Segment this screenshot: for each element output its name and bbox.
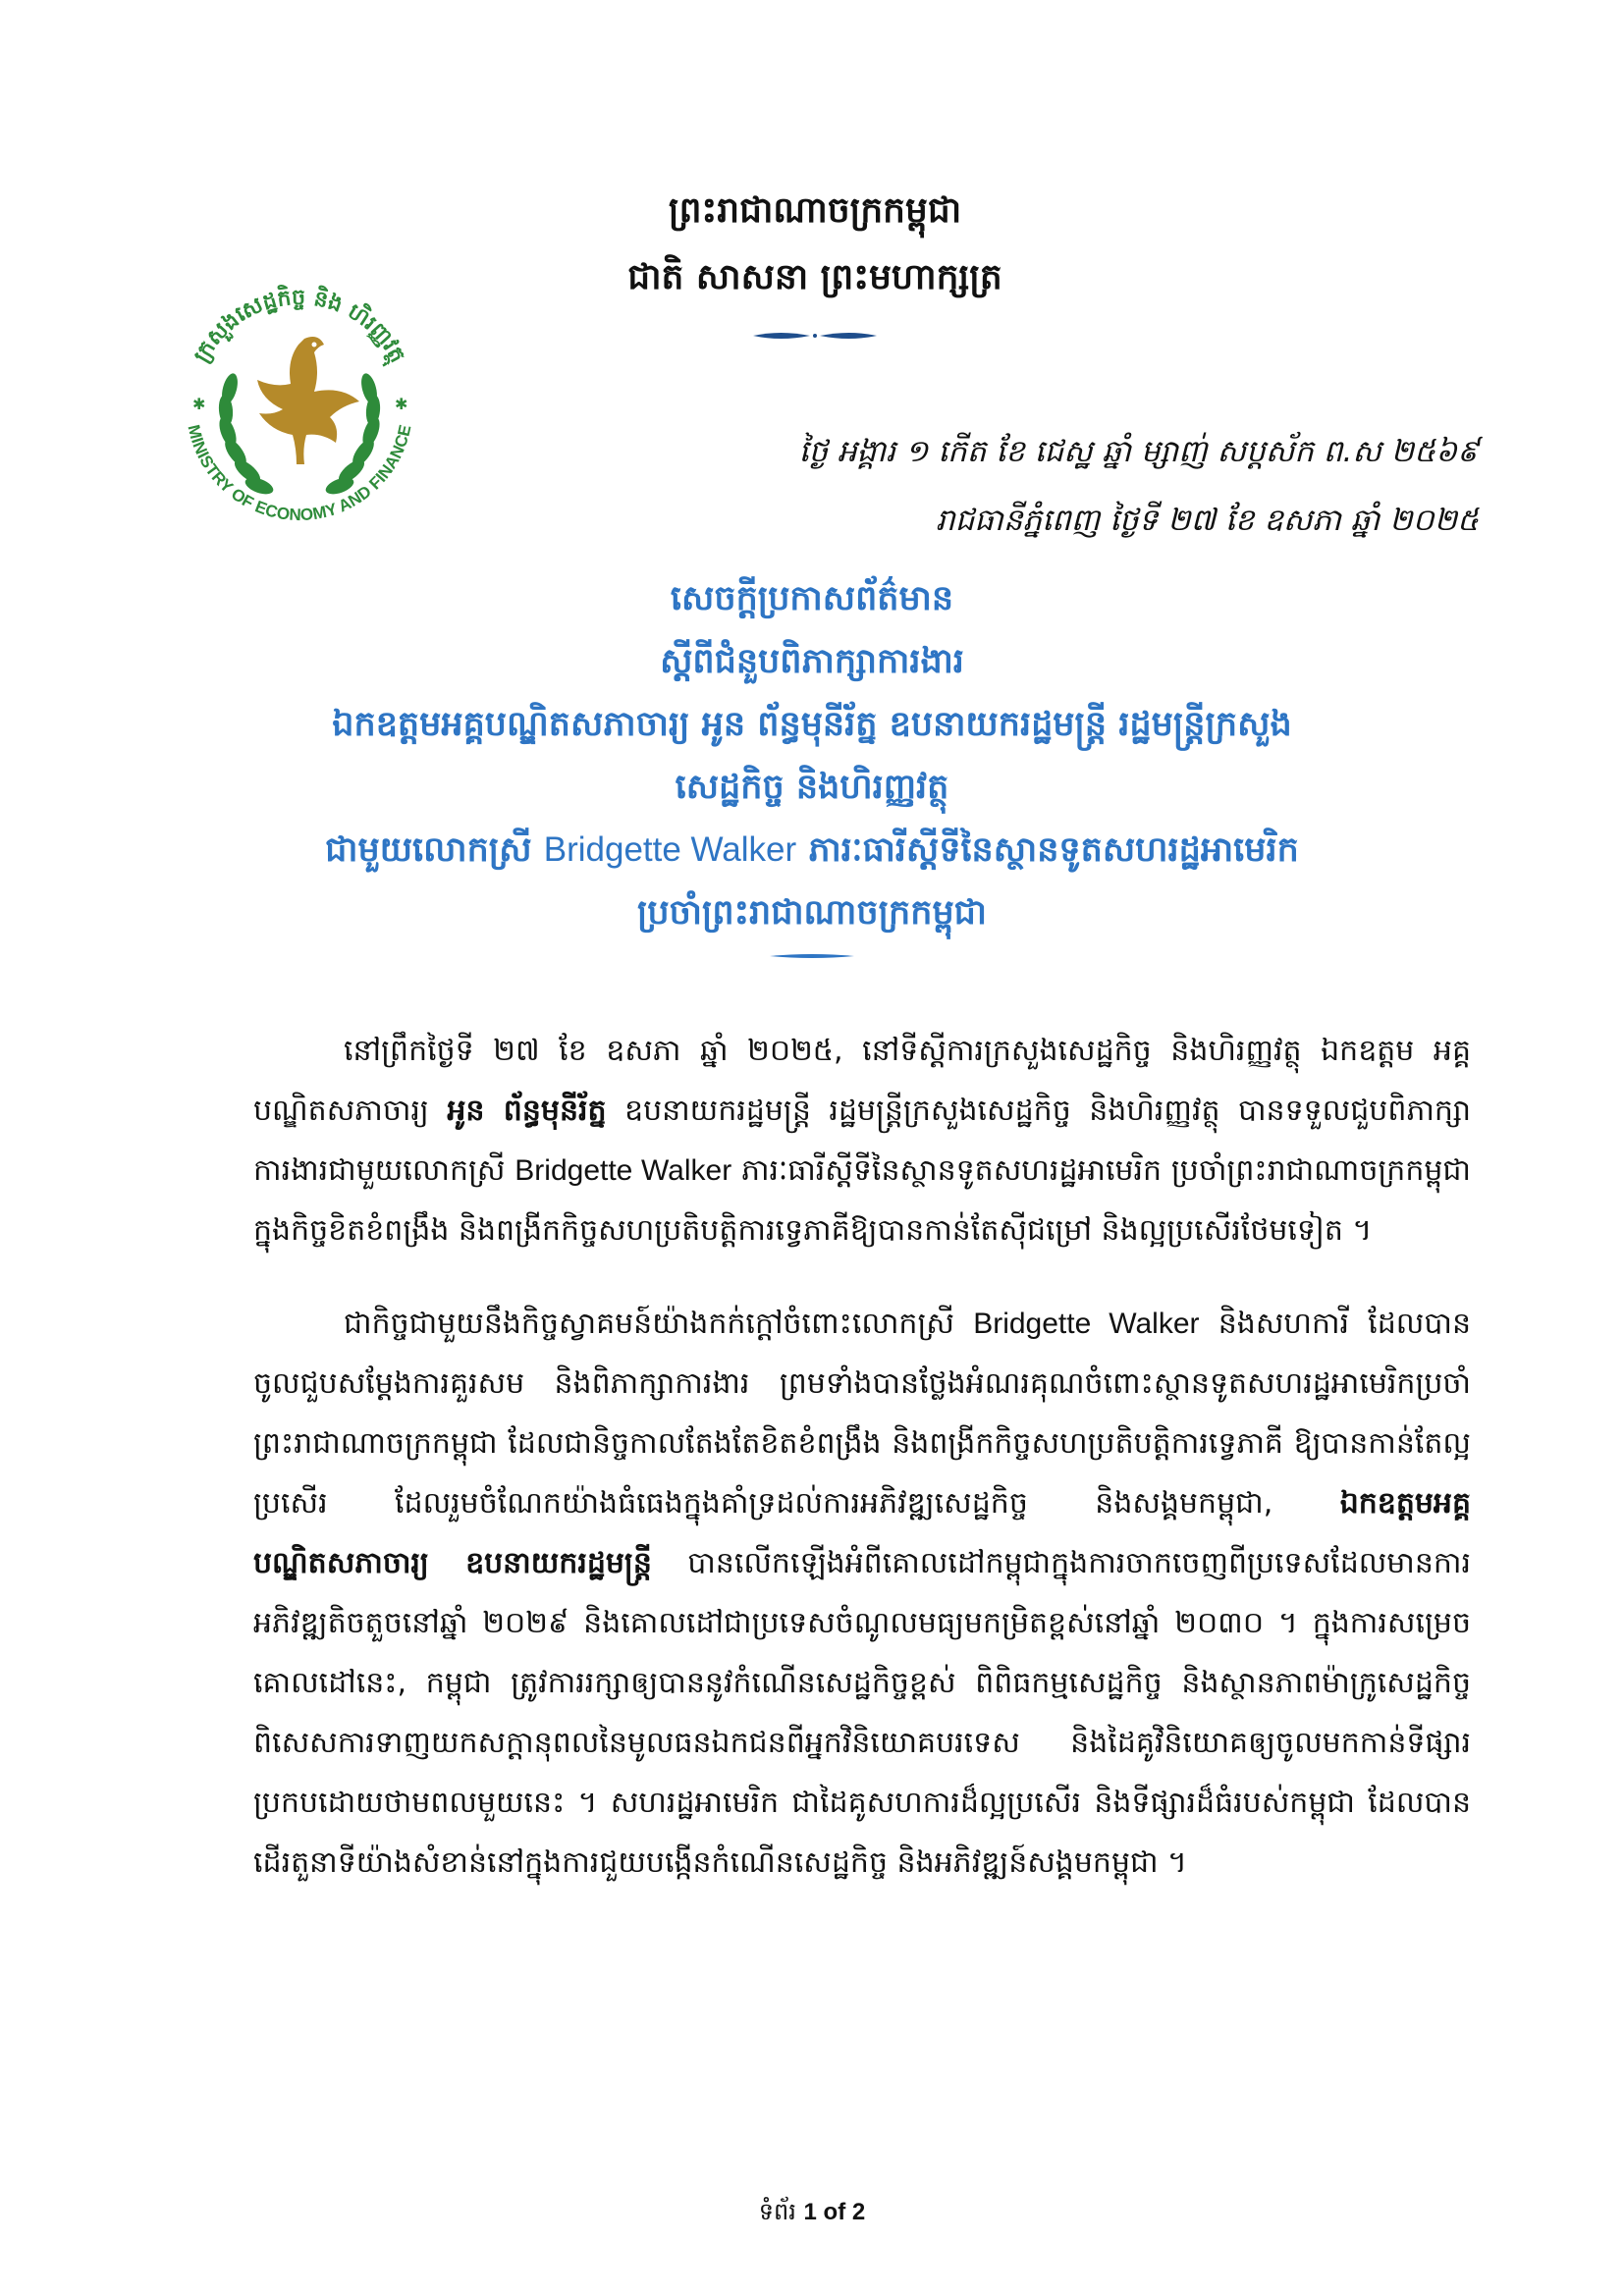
solar-date: រាជធានីភ្នំពេញ ថ្ងៃទី ២៧ ខែ ឧសភា ឆ្នាំ ២០២៥ [935,503,1479,538]
page-footer [0,2197,1624,2231]
kingdom-name: ព្រះរាជាណាចក្រកម្ពុជា [668,190,962,231]
title-line-1: សេចក្តីប្រកាសព័ត៌មាន [670,579,954,618]
page-label: ទំព័រ [758,2198,796,2225]
paragraph-1-text-b: ឧបនាយករដ្ឋមន្ត្រី រដ្ឋមន្ត្រីក្រសួងសេដ្ឋកិច្ច និងហិរញ្ញវត្ថុ បានទទួលជួបពិភាក្សាការងារជាមួយលោកស្រី [253,1094,1471,1188]
paragraph-2-text-b: និងសហការី ដែលបានចូលជួបសម្តែងការគួរសម និងពិភាក្សាការងារ ព្រមទាំងបានថ្លែងអំណរគុណចំពោះស្ថានទូតសហរដ្ឋអាមេរិកប្រចាំព្រះរាជាណាចក្រកម្ពុជា ដែលជានិច្ចកាលតែងតែខិតខំពង្រឹង និងពង្រីកកិច្ចសហប្រតិបត្តិការទ្វេភាគី ឱ្យបានកាន់តែល្អ ប្រសើរ ដែលរួមចំណែកយ៉ាងធំធេងក្នុងគាំទ្រដល់ការអភិវឌ្ឍសេដ្ឋកិច្ច និងសង្គមកម្ពុជា, [253,1307,1471,1521]
hamsa-bird-icon [257,337,359,464]
ornament-divider-icon [751,329,879,343]
kingdom-header [550,182,1080,343]
guest-name: Bridgette Walker [973,1308,1200,1340]
logo-top-text: ក្រសួងសេដ្ឋកិច្ច និង ហិរញ្ញវត្ថុ [189,285,410,367]
lunar-date: ថ្ងៃ អង្គារ ១ កើត ខែ ជេស្ឋ ឆ្នាំ ម្សាញ់ សប្តស័ក ព.ស ២៥៦៩ [798,434,1479,469]
press-release-body [253,1021,1471,1926]
press-release-title [147,567,1477,960]
star-icon: ✱ [395,395,408,413]
minister-name: អូន ព័ន្ធមុនីរ័ត្ន [447,1094,607,1128]
minister-title: ឯកឧត្តមអគ្គបណ្ឌិតសភាចារ្យ ឧបនាយករដ្ឋមន្ត្រី [253,1486,1471,1580]
ministry-logo [157,260,442,545]
logo-bottom-text: MINISTRY OF ECONOMY AND FINANCE [184,422,415,525]
paragraph-2-text-c: បានលើកឡើងអំពីគោលដៅកម្ពុជាក្នុងការចាកចេញពីប្រទេសដែលមានការអភិវឌ្ឍតិចតួចនៅឆ្នាំ ២០២៩ និងគោលដៅជាប្រទេសចំណូលមធ្យមកម្រិតខ្ពស់នៅឆ្នាំ ២០៣០ ។ ក្នុងការសម្រេចគោលដៅនេះ, កម្ពុជា ត្រូវការរក្សាឲ្យបាននូវកំណើនសេដ្ឋកិច្ចខ្ពស់ ពិពិធកម្មសេដ្ឋកិច្ច និងស្ថានភាពម៉ាក្រូសេដ្ឋកិច្ច ពិសេសការទាញយកសក្តានុពលនៃមូលធនឯកជនពីអ្នកវិនិយោគបរទេស និងដៃគូវិនិយោគឲ្យចូលមកកាន់ទីផ្សារប្រកបដោយថាមពលមួយនេះ ។ សហរដ្ឋអាមេរិក ជាដៃគូសហការដ៏ល្អប្រសើរ និងទីផ្សារដ៏ធំរបស់កម្ពុជា ដែលបានដើរតួនាទីយ៉ាងសំខាន់នៅក្នុងការជួយបង្កើនកំណើនសេដ្ឋកិច្ច និងអភិវឌ្ឍន៍សង្គមកម្ពុជា ។ [253,1546,1471,1880]
paragraph-2-text-a: ជាកិច្ចជាមួយនឹងកិច្ចស្វាគមន៍យ៉ាងកក់ក្តៅចំពោះលោកស្រី [344,1307,954,1341]
title-line-5 [147,819,1477,881]
page-number: 1 of 2 [803,2199,866,2225]
paragraph-1-text-c: ភារៈធារីស្តីទីនៃស្ថានទូតសហរដ្ឋអាមេរិក ប្រចាំព្រះរាជាណាចក្រកម្ពុជា ក្នុងកិច្ចខិតខំពង្រឹង និងពង្រីកកិច្ចសហប្រតិបត្តិការទ្វេភាគីឱ្យបានកាន់តែស៊ីជម្រៅ និងល្អប្រសើរថែមទៀត ។ [253,1153,1471,1248]
title-minister-position: ឧបនាយករដ្ឋមន្ត្រី រដ្ឋមន្ត្រីក្រសួង [889,705,1292,744]
title-line-6: ប្រចាំព្រះរាជាណាចក្រកម្ពុជា [637,893,987,933]
title-guest-position: ភារៈធារីស្តីទីនៃស្ថានទូតសហរដ្ឋអាមេរិក [808,830,1299,870]
title-madam: ជាមួយលោកស្រី [325,830,532,870]
national-motto: ជាតិ សាសនា ព្រះមហាក្សត្រ [627,257,1002,297]
title-line-4: សេដ្ឋកិច្ច និងហិរញ្ញវត្ថុ [675,768,949,807]
document-dates [799,417,1479,555]
title-guest-name: Bridgette Walker [543,830,797,869]
title-line-3 [147,693,1477,756]
title-divider-icon [768,952,856,960]
title-honorific: ឯកឧត្តមអគ្គបណ្ឌិតសភាចារ្យ [332,705,690,744]
paragraph-1-text-a: នៅព្រឹកថ្ងៃទី ២៧ ខែ ឧសភា ឆ្នាំ ២០២៥, នៅទីស្តីការក្រសួងសេដ្ឋកិច្ច និងហិរញ្ញវត្ថុ ឯកឧត្តម អគ្គបណ្ឌិតសភាចារ្យ [253,1034,1471,1128]
paragraph-1 [253,1021,1471,1260]
title-line-2: ស្តីពីជំនួបពិភាក្សាការងារ [660,642,964,681]
guest-name: Bridgette Walker [514,1154,732,1187]
paragraph-2 [253,1294,1471,1893]
title-minister-name: អូន ព័ន្ធមុនីរ័ត្ន [701,705,878,744]
star-icon: ✱ [192,395,206,413]
